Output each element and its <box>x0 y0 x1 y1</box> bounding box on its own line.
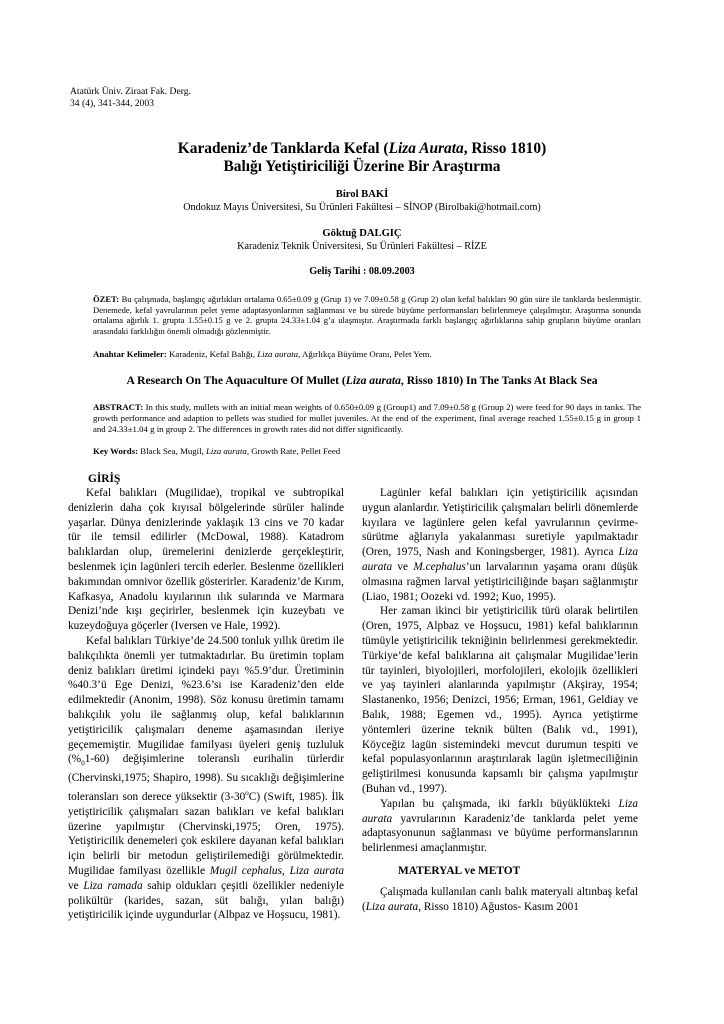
author-1-affiliation: Ondokuz Mayıs Üniversitesi, Su Ürünleri Fakültesi – SİNOP (Birolbaki@hotmail.com) <box>183 202 541 213</box>
title-line-1 <box>0 140 724 158</box>
english-abstract <box>93 402 641 436</box>
en-title-species: Liza aurata <box>345 374 401 387</box>
keywords-text-a: Black Sea, Mugil, <box>140 446 204 456</box>
author-2-name: Göktuğ DALGIÇ <box>322 228 402 239</box>
journal-volume: 34 (4), 341-344, 2003 <box>70 98 154 109</box>
section-heading-giris: GİRİŞ <box>88 473 121 485</box>
ozet-label: ÖZET: <box>93 294 120 304</box>
title-line-2: Balığı Yetiştiriciliği Üzerine Bir Araştırma <box>223 158 501 175</box>
right-paragraph-3: Yapılan bu çalışmada, iki farklı büyüklükteki Liza aurata yavrularının Karadeniz’de tanklarda pelet yeme adaptasyonunun sağlanması ve büyüme performanslarının belirlenmesi amaçlanmıştır. <box>362 797 639 855</box>
keywords-species: Liza aurata <box>205 446 247 456</box>
title-text-b: , Risso 1810) <box>463 140 547 157</box>
paper-title <box>0 140 724 176</box>
left-paragraph-2: Kefal balıkları Türkiye’de 24.500 tonluk yıllık üretim ile balıkçılıkta önemli yer tutmaktadırlar. Bu üretimin toplam deniz balıkları üretimi içindeki payı %5.9’dur. Üretiminin %40.3’ü Ege Denizi, %23.6’sı ise Karadeniz’den elde edilmektedir (Anonim, 1998). Söz konusu üretimin tamamı balıkçılık yolu ile sağlanmış olup, kefal balıklarının yetiştiricilik çalışmaları deneme aşamasından ileriye geçememiştir. Mugilidae familyası üyeleri geniş tuzluluk $(\%_01-60)$ değişimlerine toleranslı eurihalin türlerdir (Chervinski,1975; Shapiro, 1998). Su sıcaklığı değişimlerine toleransları son derece yüksektir (3-30$^o$C) (Swift, 1985). İlk yetiştiricilik çalışmaları sazan balıkları ve kefal balıkları üzerine yapılmıştır (Chervinski,1975; Oren, 1975). Yetiştiricilik denemeleri çok eskilere dayanan kefal balıkları için belirli bir metodun geliştirilemediği görülmektedir. Mugilidae familyası özellikle Mugil cephalus, Liza aurata ve Liza ramada sahip oldukları çeşitli özellikler nedeniyle polikültür (karides, sazan, süt balığı, yılan balığı) yetiştiricilik içinde uygundurlar (Albpaz ve Hoşsucu, 1981). <box>68 634 345 922</box>
right-column <box>362 486 638 914</box>
journal-citation <box>70 86 191 110</box>
author-1-name: Birol BAKİ <box>335 189 389 200</box>
turkish-keywords <box>93 349 653 360</box>
abstract-text: In this study, mullets with an initial mean weights of 0.650±0.09 g (Group1) and 7.09±0.58 g (Group 2) were feed for 90 days in tanks. The growth performance and adaption to pellets was studied for mullet juveniles. At the end of the experiment, final average reached 1.55±0.15 g in group 1 and 24.33±1.04 g in group 2. The differences in growth rates did not differ significantly. <box>93 402 641 435</box>
keywords-label: Key Words: <box>93 446 139 456</box>
journal-name: Atatürk Üniv. Ziraat Fak. Derg. <box>70 86 191 97</box>
anahtar-species: Liza aurata <box>257 349 299 359</box>
title-text-a: Karadeniz’de Tanklarda Kefal ( <box>177 140 389 157</box>
received-date: Geliş Tarihi : 08.09.2003 <box>309 266 415 277</box>
english-keywords <box>93 446 653 457</box>
turkish-abstract <box>93 294 641 336</box>
right-paragraph-1: Lagünler kefal balıkları için yetiştiricilik açısından uygun alanlardır. Yetiştiricilik çalışmaları belirli dönemlerde kıyılara ve lagünlere gelen kefal yavrularının çevirme-sürütme ağlarıyla yakalanması suretiyle yapılmaktadır (Oren, 1975, Nash and Koningsberger, 1981). Ayrıca Liza aurata ve M.cephalus’un larvalarının yaşama oranı düşük olmasına rağmen larval yetiştiriciliğinde başarı sağlanmıştır (Liao, 1981; Oozeki vd. 1992; Kuo, 1995). <box>362 487 638 603</box>
en-title-a: A Research On The Aquaculture Of Mullet ( <box>126 374 346 387</box>
title-species: Liza Aurata <box>388 140 464 157</box>
anahtar-label: Anahtar Kelimeler: <box>93 349 167 359</box>
anahtar-text-b: , Ağırlıkça Büyüme Oranı, Pelet Yem. <box>298 349 432 359</box>
author-2-affiliation: Karadeniz Teknik Üniversitesi, Su Ürünleri Fakültesi – RİZE <box>237 241 487 252</box>
section-heading-materyal: MATERYAL ve METOT <box>398 864 521 877</box>
author-1 <box>0 188 724 214</box>
keywords-text-b: , Growth Rate, Pellet Feed <box>246 446 341 456</box>
right-paragraph-2: Her zaman ikinci bir yetiştiricilik türü olarak belirtilen (Oren, 1975, Alpbaz ve Hoşsucu, 1981) kefal balıklarının tümüyle yetiştiricilik tekniğinin belirlenmesi gerekmektedir. Türkiye’de kefal balıklarına ait çalışmalar Mugilidae’lerin tür tayinleri, biyolojileri, morfolojileri, ekolojik özellikleri ve yaş tayinleri alanlarında yapılmıştır (Akşiray, 1954; Slastanenko, 1956; Denizci, 1956; Erman, 1961, Geldiay ve Balık, 1988; Egemen vd., 1995). Ayrıca yetiştirme yöntemleri üzerine teknik bülten (Balık vd., 1991), Köyceğiz lagün sistemindeki mevcut durumun tespiti ve kefal populasyonlarının araştırılarak lagün işletmeciliğinin geliştirilmesi konusunda kapsamlı bir çalışma yapılmıştır (Buhan vd., 1997). <box>362 605 638 795</box>
left-paragraph-1: Kefal balıkları (Mugilidae), tropikal ve subtropikal denizlerin daha çok kıyısal bölgelerinde sürüler halinde yaşarlar. Dünya denizlerinde yaklaşık 13 cins ve 70 kadar tür ile temsil edilirler (McDowal, 1988). Katadrom balıklardan olup, üremelerini denizlerde gerçekleştirir, beslenmek için lagünleri tercih ederler. Beslenme özellikleri bakımından omnivor özellik gösterirler. Karadeniz’de Kırım, Kafkasya, Anadolu kıyılarının ılık sularında ve Marmara Denizi’nde kışı geçirirler, beslenmek için kuzeybatı ve kuzeydoğuya göçerler (Iversen ve Hale, 1992). <box>68 487 344 633</box>
ozet-text: Bu çalışmada, başlangıç ağırlıkları ortalama 0.65±0.09 g (Grup 1) ve 7.09±0.58 g (Grup 2) olan kefal balıkları 90 gün süre ile tanklarda beslenmiştir. Denemede, kefal yavrularının pelet yeme adaptasyonlarının sağlanması ve bu sürede büyüme performansları belirlenmeye çalışılmıştır. Araştırma sonunda ortalama ağırlık 1. grupta 1.55±0.15 g ve 2. grupta 24.33±1.04 g’a ulaşmıştır. Araştırmada farklı başlangıç ağırlıklarına sahip grupların büyüme oranları arasındaki farklılığın önemli olmadığı gözlenmiştir. <box>93 294 641 336</box>
abstract-label: ABSTRACT: <box>93 402 144 412</box>
author-2 <box>0 227 724 253</box>
left-column <box>68 473 345 923</box>
right-paragraph-4: Çalışmada kullanılan canlı balık materyali altınbaş kefal (Liza aurata, Risso 1810) Ağustos- Kasım 2001 <box>362 885 638 913</box>
anahtar-text-a: Karadeniz, Kefal Balığı, <box>169 349 256 359</box>
en-title-b: , Risso 1810) In The Tanks At Black Sea <box>400 374 598 387</box>
english-title <box>0 374 724 387</box>
